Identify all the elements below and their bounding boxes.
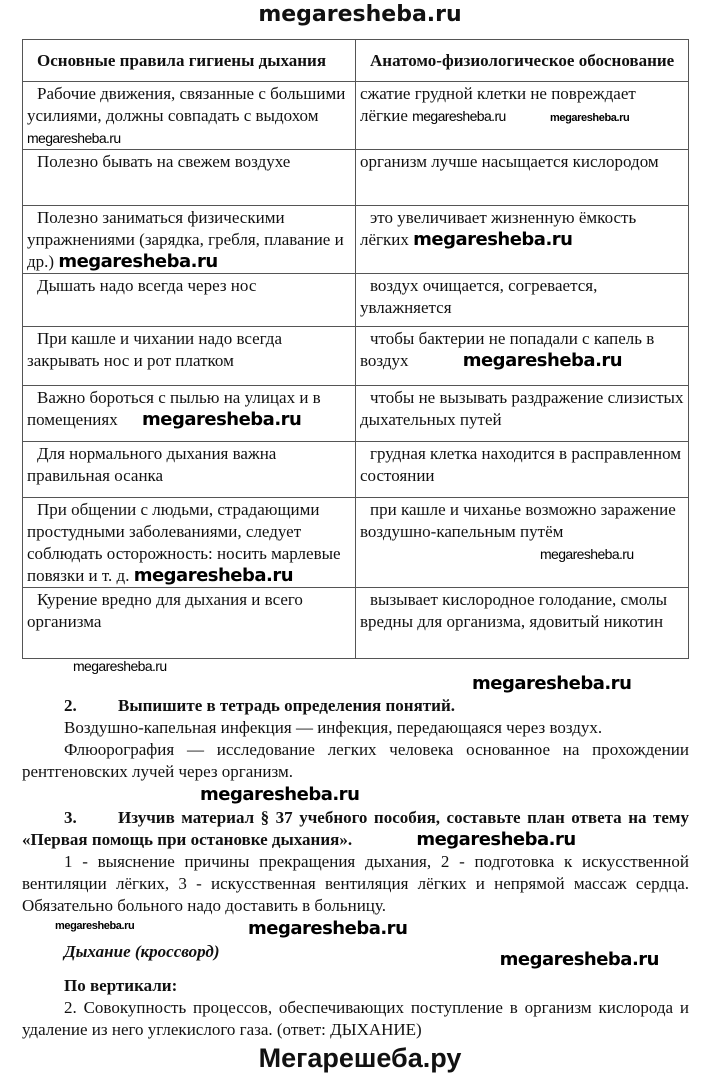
watermark: megaresheba.ru [540, 546, 634, 562]
table-row [23, 588, 689, 659]
reason-text: чтобы бактерии не попадали с капель в воздух [360, 329, 655, 370]
watermark: megaresheba.ru [141, 409, 302, 430]
watermark: megaresheba.ru [200, 784, 360, 805]
task-2-heading-text: Выпишите в тетрадь определения понятий. [118, 696, 455, 715]
reason-cell: чтобы не вызывать раздражение слизистых дыхательных путей [356, 386, 689, 442]
footer-brand: Мегарешеба.ру [258, 1043, 462, 1073]
rule-cell: Для нормального дыхания важна правильная осанка [23, 442, 356, 498]
reason-text: сжатие грудной клетки не повреждает лёгкие [360, 84, 636, 125]
reason-cell: вызывает кислородное голодание, смолы вредны для организма, ядовитый никотин [356, 588, 689, 659]
watermark: megaresheba.ru [412, 108, 506, 124]
header-rules: Основные правила гигиены дыхания [23, 40, 356, 82]
task-2-heading [22, 695, 689, 717]
table-row [23, 274, 689, 327]
task-2-number: 2. [64, 696, 77, 715]
table-row [23, 498, 689, 588]
reason-cell: воздух очищается, согревается, увлажняется [356, 274, 689, 327]
watermark: megaresheba.ru [133, 565, 294, 586]
task-3 [22, 807, 689, 917]
rule-cell: Полезно бывать на свежем воздухе [23, 150, 356, 206]
watermark: megaresheba.ru [549, 112, 630, 124]
rule-cell: Курение вредно для дыхания и всего организма [23, 588, 356, 659]
reason-cell [356, 498, 689, 588]
watermark-row [0, 917, 720, 941]
rule-text: Полезно заниматься физическими упражнениями (зарядка, гребля, плавание и др.) [27, 208, 344, 271]
table-row [23, 327, 689, 386]
table-header-row [23, 40, 689, 82]
table-row [23, 82, 689, 150]
reason-text: это увеличивает жизненную ёмкость лёгких [360, 208, 637, 249]
rule-text: Важно бороться с пылью на улицах и в помещениях [27, 388, 321, 429]
table-row [23, 150, 689, 206]
table-row [23, 386, 689, 442]
rule-text: Рабочие движения, связанные с большими усилиями, должны совпадать с выдохом [27, 84, 346, 125]
crossword-clue: 2. Совокупность процессов, обеспечивающих поступление в организм кислорода и удаление из него углекислого газа. (ответ: ДЫХАНИЕ) [22, 998, 689, 1039]
watermark: megaresheba.ru [499, 949, 659, 970]
definition-2: Флюорография — исследование легких человека основанное на прохождении рентгеновских лучей через организм. [22, 740, 689, 781]
watermark: megaresheba.ru [73, 658, 167, 674]
watermark-row [0, 659, 720, 695]
rule-cell [23, 206, 356, 274]
rule-text: При общении с людьми, страдающими простудными заболеваниями, следует соблюдать осторожность: носить марлевые повязки и т. д. [27, 500, 341, 585]
reason-cell [356, 206, 689, 274]
rule-cell: Дышать надо всегда через нос [23, 274, 356, 327]
reason-cell [356, 82, 689, 150]
rule-cell [23, 386, 356, 442]
reason-cell [356, 327, 689, 386]
watermark: megaresheba.ru [58, 251, 218, 272]
watermark: megaresheba.ru [462, 350, 623, 371]
task-3-heading [22, 807, 689, 851]
definition-1: Воздушно-капельная инфекция — инфекция, передающаяся через воздух. [64, 718, 603, 737]
reason-cell: грудная клетка находится в расправленном состоянии [356, 442, 689, 498]
header-justification: Анатомо-физиологическое обоснование [356, 40, 689, 82]
task-3-heading-text: Изучив материал § 37 учебного пособия, составьте план ответа на тему «Первая помощь при остановке дыхания». [22, 808, 689, 849]
watermark: megaresheba.ru [416, 829, 576, 850]
reason-cell: организм лучше насыщается кислородом [356, 150, 689, 206]
crossword [22, 941, 689, 1041]
watermark: megaresheba.ru [413, 229, 573, 250]
crossword-section: По вертикали: [64, 976, 178, 995]
rule-cell: При кашле и чихании надо всегда закрывать нос и рот платком [23, 327, 356, 386]
rule-cell [23, 498, 356, 588]
watermark: megaresheba.ru [472, 673, 632, 694]
watermark-row [0, 783, 720, 807]
watermark: megaresheba.ru [55, 920, 135, 932]
crossword-title: Дыхание (кроссворд) [64, 942, 220, 961]
table-row [23, 442, 689, 498]
table-row [23, 206, 689, 274]
hygiene-table [22, 39, 689, 659]
watermark: megaresheba.ru [27, 130, 121, 146]
rule-cell [23, 82, 356, 150]
reason-text: при кашле и чиханье возможно заражение воздушно-капельным путём [360, 500, 676, 541]
watermark: megaresheba.ru [248, 918, 408, 939]
site-title: megaresheba.ru [258, 2, 462, 27]
task-3-answer: 1 - выяснение причины прекращения дыхания, 2 - подготовка к искусственной вентиляции лёгких, 3 - искусственная вентиляция лёгких и непрямой массаж сердца. Обязательно больного надо доставить в больницу. [22, 852, 689, 915]
task-3-number: 3. [64, 808, 77, 827]
task-2 [22, 695, 689, 783]
